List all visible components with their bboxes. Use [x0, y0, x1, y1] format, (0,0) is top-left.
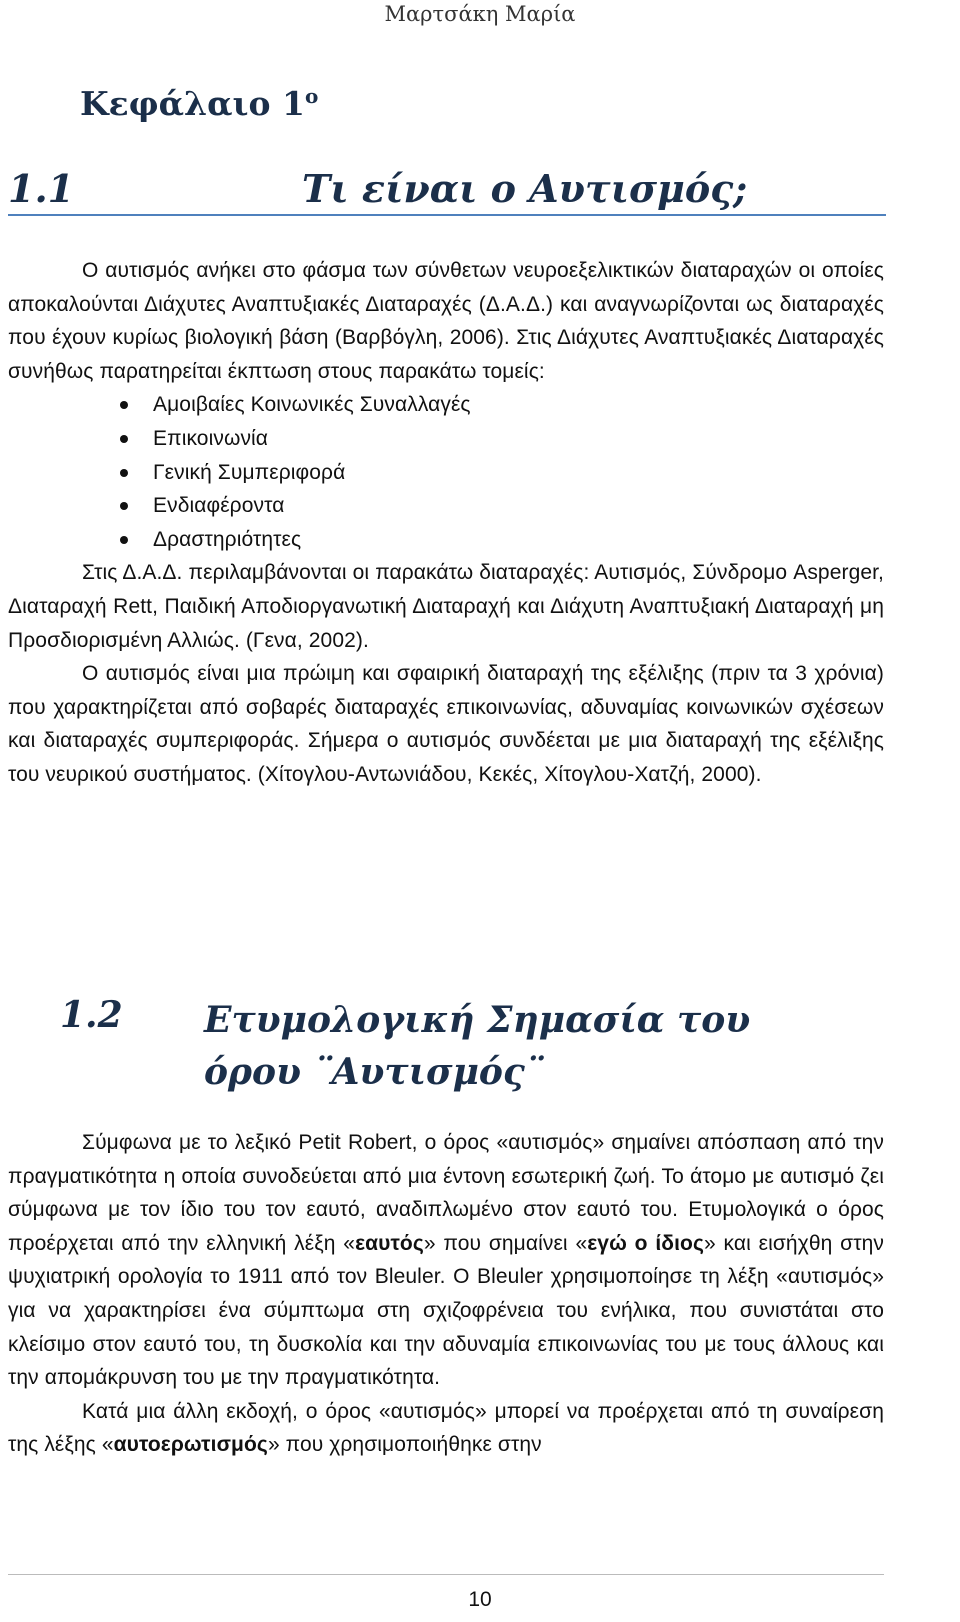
section-2-heading	[8, 994, 886, 1093]
list-item: Επικοινωνία	[8, 422, 884, 456]
section-2-alternative-paragraph: Κατά μια άλλη εκδοχή, ο όρος «αυτισμός» μπορεί να προέρχεται από τη συναίρεση της λέξης «αυτοερωτισμός» που χρησιμοποιήθηκε στην	[8, 1399, 884, 1457]
section-1-disorders-paragraph: Στις Δ.Α.Δ. περιλαμβάνονται οι παρακάτω διαταραχές: Αυτισμός, Σύνδρομο Asperger, Διαταραχή Rett, Παιδική Αποδιοργανωτική Διαταραχή και Διάχυτη Αναπτυξιακή Διαταραχή μη Προσδιορισμένη Αλλιώς. (Γενα, 2002).	[8, 561, 884, 652]
bold-term-autoerotismos: αυτοερωτισμός	[113, 1433, 268, 1457]
section-2-etymology-paragraph: Σύμφωνα με το λεξικό Petit Robert, ο όρος «αυτισμός» σημαίνει απόσπαση από την πραγματικότητα η οποία συνοδεύεται από μια έντονη εσωτερική ζωή. Το άτομο με αυτισμό ζει σύμφωνα με τον ίδιο του τον εαυτό, αναδιπλωμένο στον εαυτό του. Ετυμολογικά ο όρος προέρχεται από την ελληνική λέξη «εαυτός» που σημαίνει «εγώ ο ίδιος» και εισήχθη στην ψυχιατρική ορολογία το 1911 από τον Bleuler. Ο Bleuler χρησιμοποίησε τη λέξη «αυτισμός» για να χαρακτηρίσει ένα σύμπτωμα στη σχιζοφρένεια του ενήλικα, που συνιστάται στο κλείσιμο στον εαυτό του, τη δυσκολία και την αδυναμία επικοινωνίας του με τους άλλους και την απομάκρυνση του με την πραγματικότητα.	[8, 1131, 884, 1390]
bullet-dot-icon	[120, 536, 128, 544]
section-1-heading	[8, 166, 886, 216]
section-1-body	[8, 254, 884, 792]
section-2-body	[8, 1126, 884, 1462]
list-item: Αμοιβαίες Κοινωνικές Συναλλαγές	[8, 388, 884, 422]
section-1-intro-paragraph: Ο αυτισμός ανήκει στο φάσμα των σύνθετων νευροεξελικτικών διαταραχών οι οποίες αποκαλούνται Διάχυτες Αναπτυξιακές Διαταραχές (Δ.Α.Δ.) και αναγνωρίζονται ως διαταραχές που έχουν κυρίως βιολογική βάση (Βαρβόγλη, 2006). Στις Διάχυτες Αναπτυξιακές Διαταραχές συνήθως παρατηρείται έκπτωση στους παρακάτω τομείς:	[8, 259, 884, 383]
bullet-dot-icon	[120, 469, 128, 477]
bullet-dot-icon	[120, 401, 128, 409]
list-item: Ενδιαφέροντα	[8, 489, 884, 523]
section-1-number: 1.1	[8, 166, 75, 211]
chapter-superscript: ο	[304, 84, 319, 108]
list-item: Δραστηριότητες	[8, 523, 884, 557]
running-header-author: Μαρτσάκη Μαρία	[384, 2, 576, 26]
section-2-number: 1.2	[60, 994, 123, 1036]
page-number: 10	[468, 1588, 492, 1611]
chapter-label: Κεφάλαιο 1	[80, 84, 305, 123]
section-1-definition-paragraph: Ο αυτισμός είναι μια πρώιμη και σφαιρική διαταραχή της εξέλιξης (πριν τα 3 χρόνια) που χαρακτηρίζεται από σοβαρές διαταραχές επικοινωνίας, αδυναμίας κοινωνικών σχέσεων και διαταραχές συμπεριφοράς. Σήμερα ο αυτισμός συνδέεται με μια διαταραχή της εξέλιξης του νευρικού συστήματος. (Χίτογλου-Αντωνιάδου, Κεκές, Χίτογλου-Χατζή, 2000).	[8, 662, 884, 786]
deficit-areas-list	[8, 388, 884, 556]
chapter-heading	[80, 84, 318, 123]
bullet-dot-icon	[120, 502, 128, 510]
bold-term-ego-o-idios: εγώ ο ίδιος	[587, 1231, 705, 1255]
bold-term-eautos: εαυτός	[355, 1231, 424, 1255]
footer-divider	[8, 1574, 884, 1575]
section-1-title: Τι είναι ο Αυτισμός;	[302, 166, 748, 211]
list-item: Γενική Συμπεριφορά	[8, 456, 884, 490]
bullet-dot-icon	[120, 435, 128, 443]
section-2-title: Ετυμολογική Σημασία του όρου ¨Αυτισμός¨	[204, 999, 751, 1093]
